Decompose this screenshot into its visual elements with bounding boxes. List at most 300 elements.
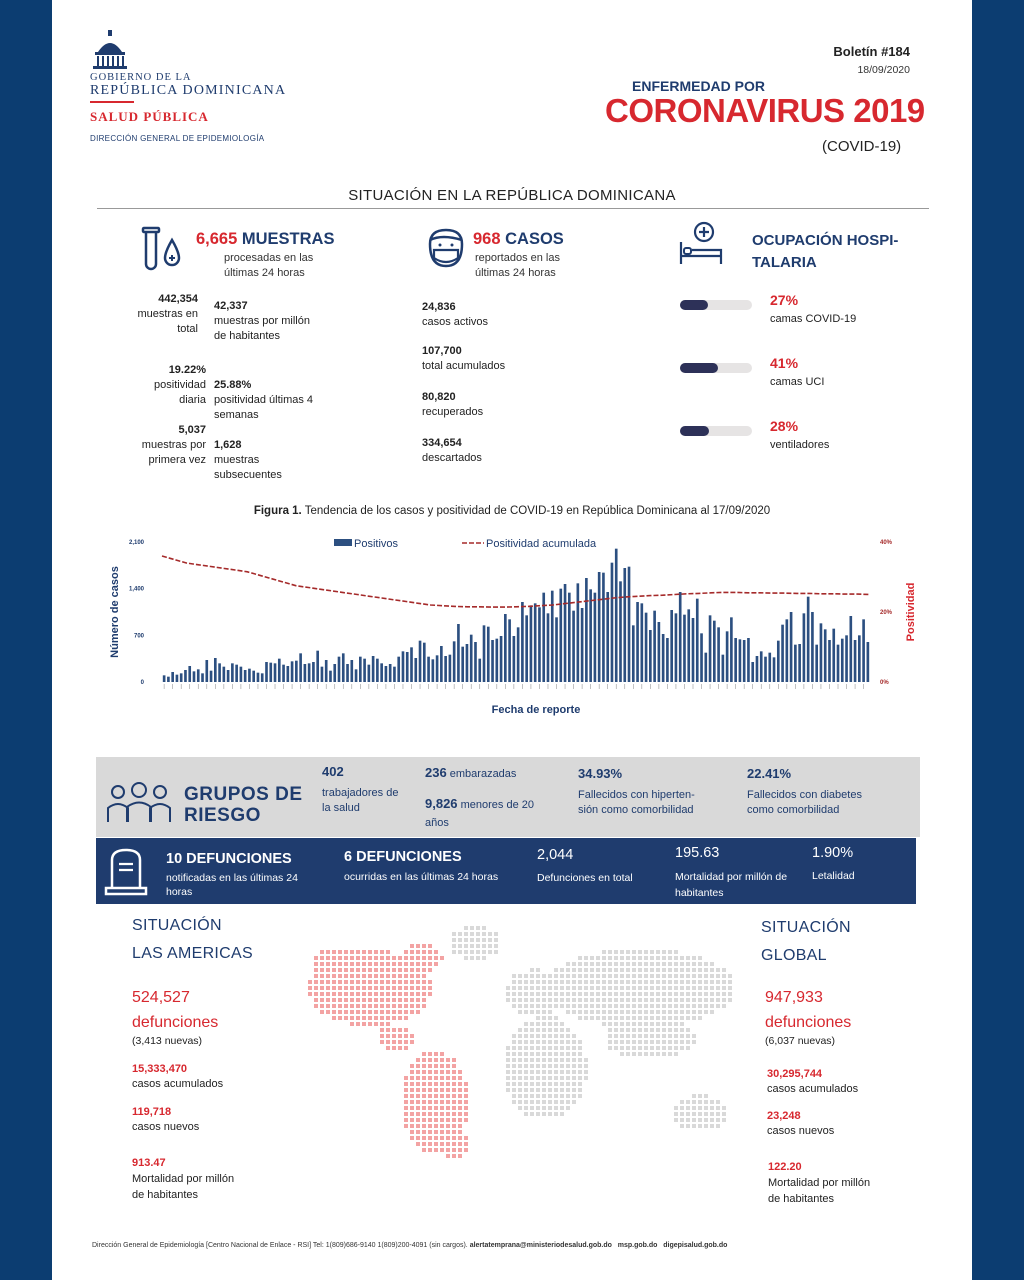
figure-caption-text: Tendencia de los casos y positividad de COVID-19 en República Dominicana al 17/09/2020: [304, 505, 771, 517]
map-dot-world: [530, 1112, 534, 1116]
map-dot-world: [560, 1094, 564, 1098]
bar: [649, 630, 652, 682]
map-dot-world: [506, 1052, 510, 1056]
map-dot-americas: [416, 1088, 420, 1092]
map-dot-world: [656, 1052, 660, 1056]
bar: [862, 619, 865, 682]
map-dot-americas: [410, 974, 414, 978]
map-dot-world: [530, 1070, 534, 1074]
map-dot-americas: [416, 1058, 420, 1062]
map-dot-americas: [410, 1130, 414, 1134]
bar: [632, 625, 635, 682]
map-dot-world: [512, 1004, 516, 1008]
map-dot-world: [542, 1034, 546, 1038]
map-dot-americas: [332, 992, 336, 996]
bar: [184, 670, 187, 682]
cases-item-label: descartados: [422, 452, 482, 464]
map-dot-americas: [344, 1010, 348, 1014]
map-dot-world: [578, 1010, 582, 1014]
bar: [342, 653, 345, 682]
map-dot-world: [488, 950, 492, 954]
map-dot-americas: [434, 956, 438, 960]
map-dot-americas: [410, 962, 414, 966]
map-dot-world: [692, 1016, 696, 1020]
map-dot-americas: [380, 1016, 384, 1020]
footer-site-link-1[interactable]: msp.gob.do: [617, 1242, 658, 1249]
map-dot-world: [668, 1022, 672, 1026]
map-dot-americas: [356, 950, 360, 954]
map-dot-world: [638, 956, 642, 960]
bar: [321, 667, 324, 682]
map-dot-americas: [446, 1106, 450, 1110]
bar: [815, 645, 818, 682]
map-dot-americas: [404, 980, 408, 984]
bar: [419, 641, 422, 682]
map-dot-americas: [356, 956, 360, 960]
map-dot-americas: [428, 968, 432, 972]
map-dot-world: [686, 1118, 690, 1122]
map-dot-world: [458, 944, 462, 948]
map-dot-world: [530, 1052, 534, 1056]
bar: [274, 663, 277, 682]
samples-total-number: 442,354: [158, 293, 198, 305]
map-dot-world: [674, 1022, 678, 1026]
lethality-label: Letalidad: [812, 870, 855, 882]
map-dot-world: [584, 1004, 588, 1008]
map-dot-world: [698, 1016, 702, 1020]
bar: [461, 647, 464, 682]
bar: [338, 657, 341, 682]
map-dot-americas: [326, 1010, 330, 1014]
map-dot-americas: [386, 974, 390, 978]
map-dot-americas: [452, 1094, 456, 1098]
map-dot-world: [542, 1064, 546, 1068]
map-dot-world: [656, 986, 660, 990]
map-dot-world: [560, 1088, 564, 1092]
map-dot-world: [656, 980, 660, 984]
map-dot-americas: [404, 1088, 408, 1092]
map-dot-americas: [350, 950, 354, 954]
map-dot-world: [554, 968, 558, 972]
samples-weeks-positivity: [214, 378, 314, 423]
map-dot-world: [470, 926, 474, 930]
map-dot-world: [554, 998, 558, 1002]
map-dot-americas: [458, 1148, 462, 1152]
cases-item: [422, 344, 532, 374]
hospital-bed-icon: [678, 220, 724, 266]
map-dot-americas: [308, 986, 312, 990]
map-dot-world: [686, 956, 690, 960]
map-dot-world: [536, 1016, 540, 1020]
map-dot-world: [572, 1082, 576, 1086]
map-dot-world: [668, 968, 672, 972]
map-dot-world: [482, 950, 486, 954]
bar: [457, 624, 460, 682]
map-dot-americas: [416, 992, 420, 996]
map-dot-world: [722, 974, 726, 978]
map-dot-world: [572, 968, 576, 972]
cases-headline-desc: reportados en las últimas 24 horas: [475, 252, 560, 279]
samples-headline-number: 6,665: [196, 230, 238, 248]
map-dot-world: [692, 1112, 696, 1116]
map-dot-world: [644, 986, 648, 990]
map-dot-world: [650, 1016, 654, 1020]
map-dot-world: [566, 1088, 570, 1092]
map-dot-world: [722, 986, 726, 990]
map-dot-world: [530, 1088, 534, 1092]
map-dot-americas: [440, 1094, 444, 1098]
map-dot-world: [668, 1040, 672, 1044]
map-dot-americas: [416, 956, 420, 960]
cases-headline-number: 968: [473, 230, 501, 248]
map-dot-world: [614, 986, 618, 990]
map-dot-americas: [422, 1112, 426, 1116]
map-dot-world: [566, 1040, 570, 1044]
map-dot-world: [572, 1010, 576, 1014]
map-dot-americas: [452, 1100, 456, 1104]
map-dot-world: [512, 1070, 516, 1074]
bar: [538, 607, 541, 682]
map-dot-world: [632, 1040, 636, 1044]
map-dot-americas: [362, 980, 366, 984]
map-dot-world: [566, 974, 570, 978]
map-dot-world: [626, 974, 630, 978]
map-dot-world: [692, 1118, 696, 1122]
map-dot-americas: [368, 1016, 372, 1020]
bar: [704, 653, 707, 682]
map-dot-americas: [320, 980, 324, 984]
map-dot-americas: [446, 1070, 450, 1074]
map-dot-americas: [374, 992, 378, 996]
map-dot-world: [584, 968, 588, 972]
occupancy-bar-fill: [680, 426, 709, 436]
map-dot-americas: [398, 992, 402, 996]
map-dot-americas: [410, 992, 414, 996]
map-dot-world: [638, 968, 642, 972]
map-dot-americas: [428, 1106, 432, 1110]
map-dot-world: [542, 1112, 546, 1116]
map-dot-americas: [434, 1064, 438, 1068]
map-dot-americas: [446, 1076, 450, 1080]
map-dot-americas: [320, 998, 324, 1002]
map-dot-world: [536, 992, 540, 996]
map-dot-world: [584, 1070, 588, 1074]
map-dot-world: [560, 1070, 564, 1074]
map-dot-world: [608, 980, 612, 984]
map-dot-world: [482, 926, 486, 930]
map-dot-world: [626, 962, 630, 966]
map-dot-americas: [434, 1118, 438, 1122]
map-dot-americas: [386, 950, 390, 954]
map-dot-world: [710, 992, 714, 996]
map-dot-americas: [446, 1118, 450, 1122]
map-dot-americas: [362, 1016, 366, 1020]
bar: [534, 603, 537, 682]
map-dot-americas: [398, 1010, 402, 1014]
map-dot-americas: [374, 1010, 378, 1014]
map-dot-world: [692, 1124, 696, 1128]
map-dot-world: [572, 1058, 576, 1062]
map-dot-world: [512, 1064, 516, 1068]
map-dot-americas: [458, 1112, 462, 1116]
health-workers-number: 402: [322, 764, 344, 779]
map-dot-world: [524, 1004, 528, 1008]
bar: [449, 655, 452, 682]
map-dot-world: [470, 956, 474, 960]
bar: [803, 613, 806, 682]
map-dot-world: [662, 1028, 666, 1032]
map-dot-world: [554, 1070, 558, 1074]
map-dot-world: [572, 1070, 576, 1074]
samples-per-million-number: 42,337: [214, 300, 248, 312]
map-dot-world: [560, 1052, 564, 1056]
map-dot-americas: [422, 1136, 426, 1140]
first-time-label: muestras por primera vez: [141, 439, 206, 466]
map-dot-americas: [380, 980, 384, 984]
map-dot-world: [548, 1040, 552, 1044]
y-tick-label: 0: [140, 680, 144, 686]
map-dot-world: [572, 1046, 576, 1050]
map-dot-world: [644, 1028, 648, 1032]
map-dot-americas: [338, 992, 342, 996]
map-dot-world: [644, 1022, 648, 1026]
map-dot-americas: [428, 962, 432, 966]
map-dot-world: [512, 1058, 516, 1062]
map-dot-world: [644, 1016, 648, 1020]
map-dot-world: [626, 950, 630, 954]
bar: [798, 644, 801, 682]
bar: [517, 627, 520, 682]
map-dot-world: [608, 1022, 612, 1026]
diabetes-pct: 22.41%: [747, 766, 792, 781]
map-dot-americas: [380, 992, 384, 996]
map-dot-americas: [434, 1136, 438, 1140]
map-dot-world: [632, 998, 636, 1002]
map-dot-world: [680, 1112, 684, 1116]
map-dot-world: [608, 1040, 612, 1044]
map-dot-americas: [368, 980, 372, 984]
map-dot-world: [542, 986, 546, 990]
occupancy-bar: [680, 300, 752, 310]
map-dot-americas: [434, 1106, 438, 1110]
map-dot-world: [536, 974, 540, 978]
occupancy-label: ventiladores: [770, 439, 830, 451]
map-dot-americas: [416, 1136, 420, 1140]
bar: [427, 657, 430, 682]
map-dot-americas: [434, 1130, 438, 1134]
map-dot-world: [572, 998, 576, 1002]
bar: [240, 667, 243, 682]
map-dot-americas: [362, 992, 366, 996]
bar: [828, 640, 831, 682]
map-dot-americas: [434, 1142, 438, 1146]
map-dot-world: [686, 1034, 690, 1038]
bar: [223, 667, 226, 682]
map-dot-americas: [446, 1154, 450, 1158]
map-dot-americas: [422, 1004, 426, 1008]
map-dot-americas: [404, 986, 408, 990]
map-dot-world: [662, 1010, 666, 1014]
bar: [687, 609, 690, 682]
map-dot-world: [608, 1004, 612, 1008]
bar: [675, 613, 678, 682]
map-dot-world: [608, 1034, 612, 1038]
map-dot-americas: [422, 1052, 426, 1056]
tombstone-icon: [104, 846, 148, 896]
footer-site-link-2[interactable]: digepisalud.gob.do: [663, 1242, 728, 1249]
map-dot-americas: [392, 1028, 396, 1032]
map-dot-americas: [338, 980, 342, 984]
bar: [350, 660, 353, 682]
map-dot-americas: [440, 1088, 444, 1092]
map-dot-world: [710, 974, 714, 978]
map-dot-world: [572, 1094, 576, 1098]
bar: [734, 638, 737, 682]
map-dot-world: [542, 1016, 546, 1020]
map-dot-americas: [416, 1124, 420, 1128]
bar: [167, 677, 170, 682]
map-dot-world: [674, 1046, 678, 1050]
map-dot-world: [572, 992, 576, 996]
map-dot-world: [662, 1034, 666, 1038]
map-dot-world: [506, 992, 510, 996]
map-dot-world: [602, 974, 606, 978]
cases-item-label: casos activos: [422, 316, 489, 328]
map-dot-world: [518, 1106, 522, 1110]
map-dot-world: [554, 1046, 558, 1050]
map-dot-world: [614, 968, 618, 972]
map-dot-americas: [314, 1004, 318, 1008]
map-dot-americas: [458, 1076, 462, 1080]
bar: [380, 663, 383, 682]
map-dot-world: [572, 986, 576, 990]
map-dot-americas: [404, 1100, 408, 1104]
map-dot-world: [548, 1034, 552, 1038]
map-dot-world: [686, 1100, 690, 1104]
footer-email-link[interactable]: alertatemprana@ministeriodesalud.gob.do: [469, 1242, 612, 1249]
map-dot-world: [506, 1082, 510, 1086]
map-dot-americas: [452, 1130, 456, 1134]
map-dot-world: [650, 1010, 654, 1014]
map-dot-americas: [458, 1130, 462, 1134]
map-dot-world: [584, 974, 588, 978]
cases-item-label: recuperados: [422, 406, 484, 418]
map-dot-world: [668, 1052, 672, 1056]
map-dot-americas: [338, 974, 342, 978]
map-dot-world: [584, 980, 588, 984]
map-dot-world: [530, 1022, 534, 1026]
map-dot-world: [530, 1064, 534, 1068]
map-dot-americas: [344, 998, 348, 1002]
map-dot-americas: [440, 1118, 444, 1122]
map-dot-world: [542, 980, 546, 984]
map-dot-world: [542, 1040, 546, 1044]
map-dot-world: [548, 974, 552, 978]
map-dot-world: [620, 1022, 624, 1026]
map-dot-world: [548, 1004, 552, 1008]
map-dot-world: [524, 1106, 528, 1110]
map-dot-world: [548, 980, 552, 984]
map-dot-world: [470, 944, 474, 948]
cases-headline: [473, 230, 564, 249]
map-dot-world: [524, 1064, 528, 1068]
map-dot-world: [698, 986, 702, 990]
map-dot-world: [692, 974, 696, 978]
map-dot-americas: [398, 986, 402, 990]
map-dot-americas: [428, 1070, 432, 1074]
map-dot-world: [680, 992, 684, 996]
map-dot-world: [554, 1040, 558, 1044]
map-dot-americas: [440, 1112, 444, 1116]
map-dot-world: [608, 1016, 612, 1020]
map-dot-world: [584, 1064, 588, 1068]
map-dot-americas: [356, 1016, 360, 1020]
americas-new-cases-label: casos nuevos: [132, 1121, 200, 1133]
map-dot-world: [686, 1124, 690, 1128]
map-dot-world: [596, 974, 600, 978]
map-dot-world: [482, 956, 486, 960]
bar: [376, 659, 379, 682]
map-dot-americas: [410, 1040, 414, 1044]
map-dot-world: [584, 1076, 588, 1080]
map-dot-americas: [386, 1004, 390, 1008]
map-dot-world: [692, 1094, 696, 1098]
map-dot-world: [668, 956, 672, 960]
map-dot-americas: [446, 1112, 450, 1116]
map-dot-world: [662, 950, 666, 954]
map-dot-world: [602, 950, 606, 954]
y-tick-label: 2,100: [128, 540, 144, 546]
bar: [508, 619, 511, 682]
map-dot-world: [518, 974, 522, 978]
map-dot-world: [560, 998, 564, 1002]
map-dot-world: [518, 1040, 522, 1044]
cases-item: [422, 300, 532, 330]
bar: [214, 658, 217, 682]
map-dot-world: [614, 974, 618, 978]
bar: [709, 615, 712, 682]
map-dot-world: [476, 944, 480, 948]
map-dot-world: [710, 962, 714, 966]
map-dot-world: [584, 1010, 588, 1014]
map-dot-world: [530, 1040, 534, 1044]
map-dot-world: [704, 1010, 708, 1014]
cases-item: [422, 390, 532, 420]
samples-total: [130, 292, 198, 337]
map-dot-world: [464, 938, 468, 942]
map-dot-americas: [422, 998, 426, 1002]
map-dot-americas: [380, 956, 384, 960]
map-dot-world: [512, 1040, 516, 1044]
map-dot-world: [542, 1070, 546, 1074]
map-dot-world: [692, 980, 696, 984]
americas-cumulative-number: 15,333,470: [132, 1063, 188, 1075]
map-dot-world: [716, 998, 720, 1002]
map-dot-world: [512, 1100, 516, 1104]
lethality-number: 1.90%: [812, 845, 854, 861]
map-dot-americas: [446, 1142, 450, 1146]
legend-label-positividad: Positividad acumulada: [486, 538, 597, 550]
bar: [640, 603, 643, 682]
cases-item-number: 24,836: [422, 301, 456, 313]
map-dot-world: [620, 1004, 624, 1008]
map-dot-world: [560, 1106, 564, 1110]
map-dot-americas: [428, 1088, 432, 1092]
map-dot-world: [584, 1016, 588, 1020]
map-dot-americas: [428, 1064, 432, 1068]
map-dot-americas: [368, 956, 372, 960]
map-dot-world: [506, 1076, 510, 1080]
